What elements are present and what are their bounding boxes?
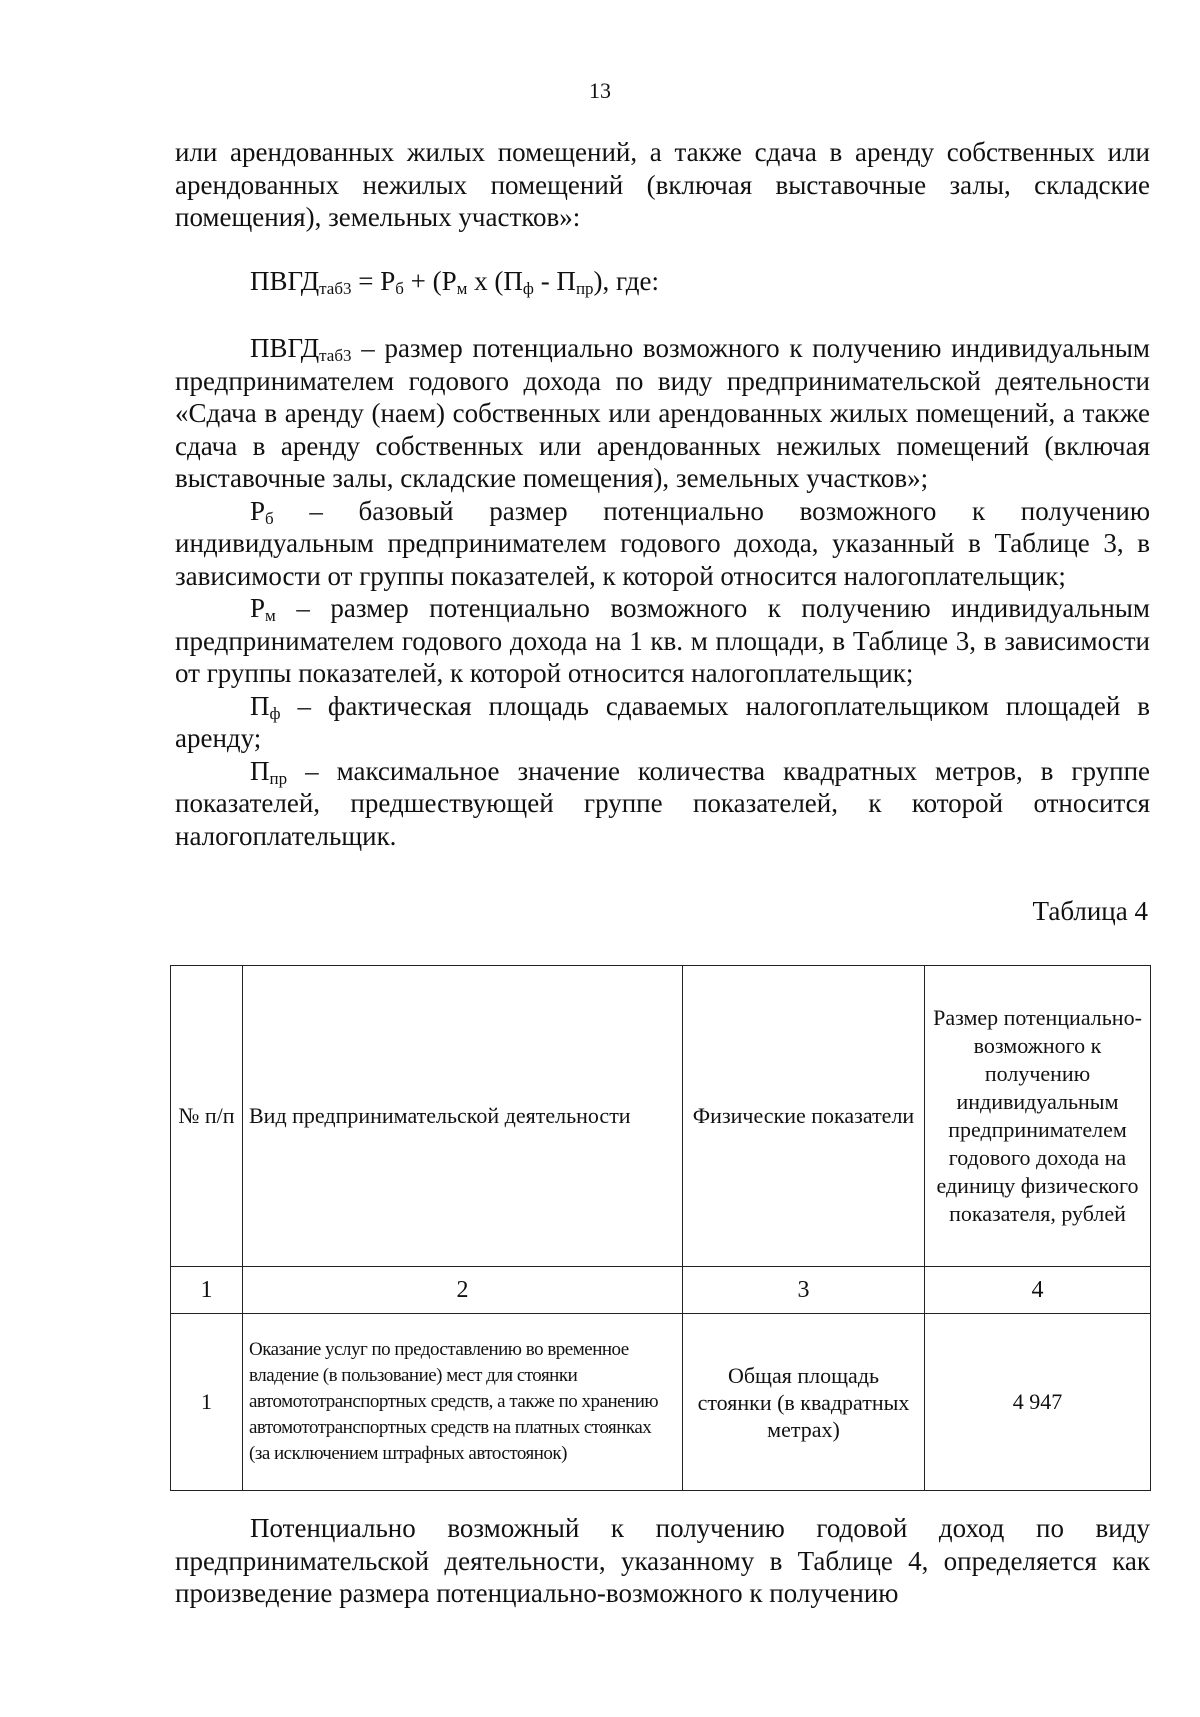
table-4 <box>170 965 1151 1491</box>
row-number: 1 <box>171 1314 243 1491</box>
column-number-row <box>171 1267 1151 1314</box>
formula-pf-sub: ф <box>522 279 534 298</box>
definition-pf <box>175 690 1150 755</box>
header-physical: Физические показатели <box>683 966 925 1267</box>
definition-symbol-sub: ф <box>269 703 281 723</box>
row-activity: Оказание услуг по предоставлению во временное владение (в пользование) мест для стоянки автомототранспортных средств, а также по хранению автомототранспортных средств на платных стоянках (за исключением штрафных автостоянок) <box>243 1314 683 1491</box>
definition-symbol-sub: м <box>265 606 276 625</box>
column-number: 2 <box>243 1267 683 1314</box>
column-number: 4 <box>925 1267 1151 1314</box>
table-caption: Таблица 4 <box>1032 896 1148 926</box>
definition-text: – размер потенциально возможного к получению индивидуальным предпринимателем годового дохода по виду предпринимательской деятельности «Сдача в аренду (наем) собственных или арендованных жилых помещений, а также сдача в аренду собственных или арендованных нежилых помещений (включая выставочные залы, складские помещения), земельных участков»; <box>175 333 1150 493</box>
definition-symbol: ПВГД <box>250 333 320 363</box>
page-number: 13 <box>589 78 611 103</box>
definition-symbol: П <box>250 690 270 721</box>
formula-lhs-sub: таб3 <box>319 279 352 298</box>
definition-ppr <box>175 755 1150 853</box>
definition-text: – размер потенциально возможного к получению индивидуальным предпринимателем годового дохода на 1 кв. м площади, в Таблице 3, в зависимости от группы показателей, к которой относится налогоплательщик; <box>175 593 1150 688</box>
definition-rb <box>175 495 1150 593</box>
definition-text: – базовый размер потенциально возможного к получению индивидуальным предпринимателем годового дохода, указанный в Таблице 3, в зависимости от группы показателей, к которой относится налогоплательщик; <box>175 495 1150 591</box>
formula-rm-sub: м <box>456 279 468 298</box>
formula-times: х (П <box>467 266 523 296</box>
definition-symbol-sub: таб3 <box>319 346 352 365</box>
table-row <box>171 1314 1151 1491</box>
definition-symbol-sub: б <box>265 508 274 528</box>
formula-tail: ), где: <box>593 266 659 296</box>
definitions-list <box>175 332 1150 852</box>
column-number: 1 <box>171 1267 243 1314</box>
column-number: 3 <box>683 1267 925 1314</box>
table-header-row <box>171 966 1151 1267</box>
row-physical: Общая площадь стоянки (в квадратных метрах) <box>683 1314 925 1491</box>
row-value: 4 947 <box>925 1314 1151 1491</box>
header-number: № п/п <box>171 966 243 1267</box>
definition-symbol: Р <box>250 593 266 623</box>
definition-pvgd <box>175 332 1150 495</box>
formula-eq: = Р <box>351 266 396 296</box>
closing-paragraph: Потенциально возможный к получению годовой доход по виду предпринимательской деятельности, указанному в Таблице 4, определяется как произведение размера потенциально-возможного к получению <box>175 1513 1150 1608</box>
intro-paragraph: или арендованных жилых помещений, а также сдача в аренду собственных или арендованных нежилых помещений (включая выставочные залы, складские помещения), земельных участков»: <box>175 137 1150 232</box>
definition-symbol: П <box>250 755 270 786</box>
formula <box>250 266 659 297</box>
formula-rb-sub: б <box>395 279 404 298</box>
definition-text: – фактическая площадь сдаваемых налогоплательщиком площадей в аренду; <box>175 690 1150 753</box>
header-value: Размер потенциально-возможного к получению индивидуальным предпринимателем годового дохода на единицу физического показателя, рублей <box>925 966 1151 1267</box>
formula-ppr-sub: пр <box>575 279 594 298</box>
definition-text: – максимальное значение количества квадратных метров, в группе показателей, предшествующей группе показателей, к которой относится налогоплательщик. <box>175 755 1150 851</box>
header-activity: Вид предпринимательской деятельности <box>243 966 683 1267</box>
formula-plus: + (Р <box>403 266 457 296</box>
formula-minus: - П <box>533 266 576 296</box>
definition-rm <box>175 592 1150 690</box>
definition-symbol: Р <box>250 495 266 526</box>
formula-lhs: ПВГД <box>250 266 320 296</box>
definition-symbol-sub: пр <box>269 768 288 788</box>
